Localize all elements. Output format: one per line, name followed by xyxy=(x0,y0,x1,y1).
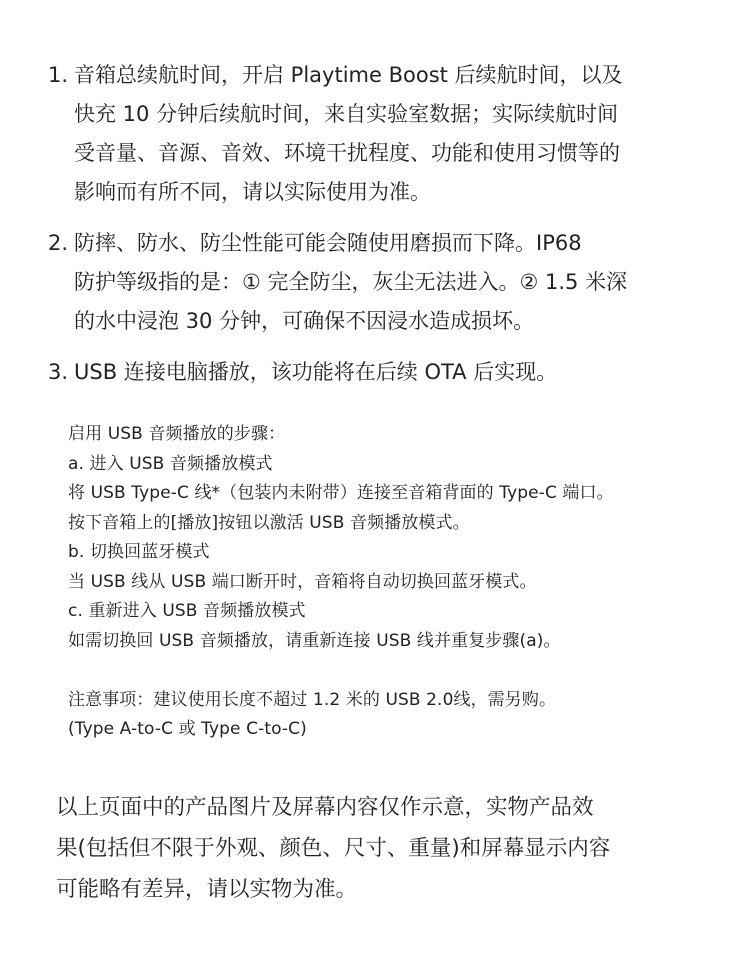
step-c-title: c. 重新进入 USB 音频播放模式 xyxy=(68,601,306,621)
step-a-title: a. 进入 USB 音频播放模式 xyxy=(68,453,273,474)
footnote-text xyxy=(74,56,708,212)
footnote-line: 受音量、音源、音效、环境干扰程度、功能和使用习惯等的 xyxy=(74,141,620,165)
footnote-number: 3. xyxy=(48,360,69,384)
footnote-line: 影响而有所不同，请以实际使用为准。 xyxy=(74,180,431,204)
footnote-line: 防摔、防水、防尘性能可能会随使用磨损而下降。IP68 xyxy=(74,231,582,255)
disclaimer-line: 以上页面中的产品图片及屏幕内容仅作示意，实物产品效 xyxy=(56,795,594,820)
footnote-line: 的水中浸泡 30 分钟，可确保不因浸水造成损坏。 xyxy=(74,309,535,333)
notice-text: 注意事项：建议使用长度不超过 1.2 米的 USB 2.0线，需另购。 xyxy=(68,689,557,710)
footnote-item-ip68 xyxy=(48,224,708,341)
disclaimer-line: 果(包括但不限于外观、颜色、尺寸、重量)和屏幕显示内容 xyxy=(56,836,611,861)
footnote-text xyxy=(74,353,708,392)
footnote-line: 防护等级指的是：① 完全防尘，灰尘无法进入。② 1.5 米深 xyxy=(74,270,628,294)
step-a-instruction: 按下音箱上的[播放]按钮以激活 USB 音频播放模式。 xyxy=(68,512,470,533)
footnote-item-battery xyxy=(48,56,708,212)
footnote-text xyxy=(74,224,708,341)
step-b-title: b. 切换回蓝牙模式 xyxy=(68,542,210,562)
step-b-instruction: 当 USB 线从 USB 端口断开时，音箱将自动切换回蓝牙模式。 xyxy=(68,571,537,592)
footnote-number: 2. xyxy=(48,231,69,255)
footnote-item-usb xyxy=(48,353,708,392)
usb-audio-steps xyxy=(68,420,708,745)
step-c-instruction: 如需切换回 USB 音频播放，请重新连接 USB 线并重复步骤(a)。 xyxy=(68,630,561,651)
footnote-line: USB 连接电脑播放，该功能将在后续 OTA 后实现。 xyxy=(74,360,558,384)
step-a-instruction: 将 USB Type-C 线*（包装内未附带）连接至音箱背面的 Type-C 端口。 xyxy=(68,483,614,503)
footnote-line: 音箱总续航时间，开启 Playtime Boost 后续航时间，以及 xyxy=(74,63,623,87)
footnote-line: 快充 10 分钟后续航时间，来自实验室数据；实际续航时间 xyxy=(74,102,619,126)
disclaimer-line: 可能略有差异，请以实物为准。 xyxy=(56,877,358,902)
footnote-list xyxy=(48,56,708,404)
steps-heading: 启用 USB 音频播放的步骤： xyxy=(68,424,286,444)
disclaimer xyxy=(56,787,716,910)
notice-text: (Type A-to-C 或 Type C-to-C) xyxy=(68,719,307,739)
spacer xyxy=(68,656,708,686)
footnote-number: 1. xyxy=(48,63,69,87)
